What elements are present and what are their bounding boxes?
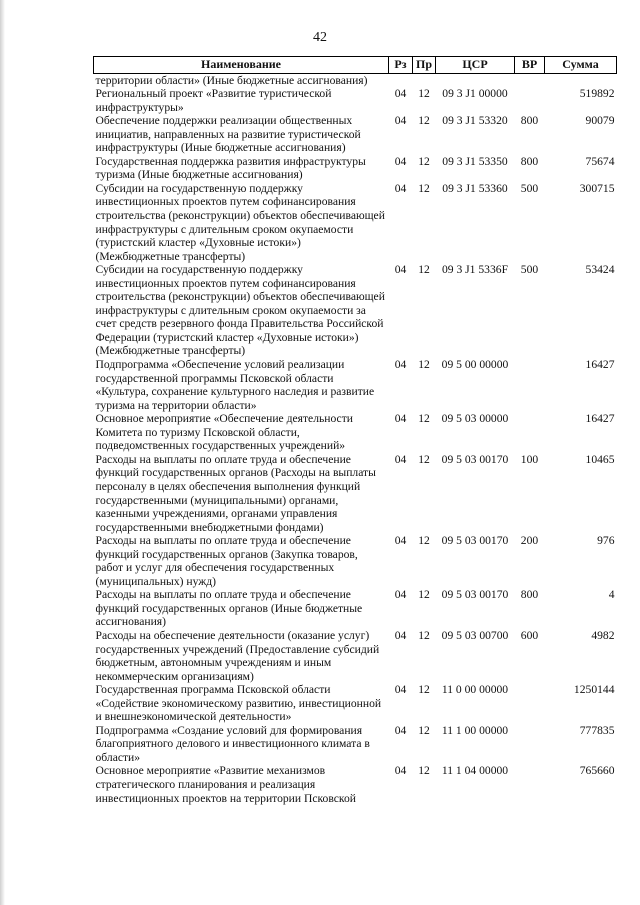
cell-csr: 09 3 J1 5336F (441, 263, 509, 277)
header-csr: ЦСР (436, 57, 515, 74)
cell-csr: 09 5 00 00000 (441, 358, 509, 372)
table-row (94, 764, 617, 805)
cell-vr: 500 (520, 181, 539, 195)
cell-rz: 04 (394, 181, 407, 195)
table-row (94, 683, 617, 724)
cell-pr: 12 (418, 358, 430, 372)
header-rz: Рз (389, 57, 413, 74)
cell-rz: 04 (394, 412, 407, 426)
cell-rz: 04 (394, 764, 407, 778)
cell-sum: 300715 (579, 181, 615, 195)
table-row (94, 155, 617, 182)
table-row (94, 453, 617, 534)
cell-pr: 12 (418, 628, 430, 642)
cell-name: Основное мероприятие «Развитие механизмов стратегического планирования и реализация инвестиционных проектов на территории Псковской (95, 764, 356, 805)
cell-name: Государственная программа Псковской области «Содействие экономическому развитию, инвестиционной и внешнеэкономической деятельности» (95, 683, 382, 724)
cell-vr (515, 764, 545, 805)
cell-name: Подпрограмма «Обеспечение условий реализации государственной программы Псковской области «Культура, сохранение культурного наследия и развитие туризма на территории области» (95, 358, 375, 412)
cell-csr: 09 5 03 00700 (441, 628, 509, 642)
budget-table (93, 56, 617, 805)
cell-csr: 11 1 04 00000 (441, 764, 509, 778)
cell-name: Подпрограмма «Создание условий для формирования благоприятного делового и инвестиционного климата в области» (95, 723, 370, 764)
cell-name: Субсидии на государственную поддержку инвестиционных проектов путем софинансирования строительства (реконструкции) объектов обеспечивающей инфраструктуры с длительным сроком окупаемости (туристский кластер «Духовные истоки») (Межбюджетные трансферты) (95, 181, 385, 263)
cell-name: Основное мероприятие «Обеспечение деятельности Комитета по туризму Псковской области, подведомственных государственных учреждений» (95, 412, 353, 453)
cell-sum (545, 73, 617, 87)
cell-rz: 04 (394, 263, 407, 277)
table-body (94, 73, 617, 805)
cell-sum: 777835 (579, 723, 615, 737)
cell-pr: 12 (418, 683, 430, 697)
cell-csr: 09 3 J1 53360 (442, 181, 508, 195)
cell-rz: 04 (394, 114, 407, 128)
cell-vr: 800 (520, 154, 539, 168)
table-row (94, 87, 617, 114)
cell-pr: 12 (418, 764, 430, 778)
table-row (94, 588, 617, 629)
header-row (94, 57, 617, 74)
cell-vr (515, 683, 545, 724)
page-number: 42 (313, 30, 327, 45)
cell-csr: 09 3 J1 53320 (442, 114, 508, 128)
cell-vr (515, 73, 545, 87)
header-name: Наименование (94, 57, 389, 74)
scan-edge-shadow (0, 0, 5, 905)
cell-sum: 10465 (585, 452, 615, 466)
cell-vr (515, 412, 545, 453)
cell-sum: 519892 (579, 87, 615, 101)
cell-sum: 90079 (585, 114, 615, 128)
cell-vr (515, 358, 545, 412)
cell-sum: 1250144 (573, 683, 615, 697)
cell-vr: 600 (520, 628, 539, 642)
cell-csr: 09 5 03 00170 (441, 588, 509, 602)
cell-vr (515, 87, 545, 114)
table-row (94, 412, 617, 453)
cell-sum: 4 (608, 588, 615, 602)
cell-rz: 04 (394, 628, 407, 642)
cell-csr: 09 5 03 00170 (441, 534, 509, 548)
cell-name: Государственная поддержка развития инфраструктуры туризма (Иные бюджетные ассигнования) (95, 154, 366, 182)
cell-csr: 09 5 03 00170 (441, 452, 509, 466)
table-row (94, 358, 617, 412)
cell-vr: 200 (520, 534, 539, 548)
cell-name: Обеспечение поддержки реализации общественных инициатив, направленных на развитие туристической инфраструктуры (Иные бюджетные ассигнования) (95, 114, 361, 155)
header-sum: Сумма (545, 57, 617, 74)
cell-vr: 800 (520, 588, 539, 602)
cell-csr: 11 0 00 00000 (441, 683, 509, 697)
table-row (94, 629, 617, 683)
cell-pr: 12 (418, 87, 430, 101)
cell-rz: 04 (394, 358, 407, 372)
cell-name: Региональный проект «Развитие туристической инфраструктуры» (95, 87, 332, 114)
cell-rz: 04 (394, 588, 407, 602)
table-header (94, 57, 617, 74)
cell-name: Субсидии на государственную поддержку инвестиционных проектов путем софинансирования строительства (реконструкции) объектов обеспечивающей инфраструктуры с длительным сроком окупаемости за счет средств резервного фонда Правительства Российской Федерации (туристский кластер «Духовные истоки») (Межбюджетные трансферты) (95, 263, 385, 358)
table-row (94, 182, 617, 263)
table-row (94, 263, 617, 358)
cell-name: территории области» (Иные бюджетные ассигнования) (95, 73, 368, 87)
cell-pr: 12 (418, 181, 430, 195)
cell-vr: 800 (520, 114, 539, 128)
cell-rz: 04 (394, 87, 407, 101)
cell-vr (515, 724, 545, 765)
cell-csr (436, 73, 515, 87)
cell-name: Расходы на выплаты по оплате труда и обеспечение функций государственных органов (Расходы на выплаты персоналу в целях обеспечения выполнения функций государственными (муниципальными) органами, казенными учреждениями, органами управления государственными внебюджетными фондами) (95, 452, 376, 534)
cell-sum: 16427 (585, 358, 615, 372)
cell-sum: 4982 (591, 628, 615, 642)
table-row (94, 724, 617, 765)
header-vr: ВР (515, 57, 545, 74)
header-pr: Пр (413, 57, 436, 74)
cell-csr: 11 1 00 00000 (441, 723, 509, 737)
cell-rz: 04 (394, 154, 407, 168)
cell-rz: 04 (394, 452, 407, 466)
cell-name: Расходы на выплаты по оплате труда и обеспечение функций государственных органов (Закупка товаров, работ и услуг для обеспечения государственных (муниципальных) нужд) (95, 534, 358, 588)
cell-vr: 500 (520, 263, 539, 277)
cell-rz: 04 (394, 534, 407, 548)
cell-pr: 12 (418, 534, 430, 548)
cell-rz: 04 (394, 683, 407, 697)
cell-pr: 12 (418, 452, 430, 466)
cell-pr: 12 (418, 263, 430, 277)
cell-rz: 04 (394, 723, 407, 737)
cell-pr: 12 (418, 412, 430, 426)
cell-sum: 976 (597, 534, 615, 548)
cell-sum: 75674 (585, 154, 615, 168)
cell-pr: 12 (418, 114, 430, 128)
cell-csr: 09 3 J1 53350 (442, 154, 508, 168)
cell-pr: 12 (418, 154, 430, 168)
table-row (94, 114, 617, 155)
cell-csr: 09 3 J1 00000 (442, 87, 508, 101)
table-row (94, 534, 617, 588)
cell-sum: 765660 (579, 764, 615, 778)
cell-name: Расходы на обеспечение деятельности (оказание услуг) государственных учреждений (Предоставление субсидий бюджетным, автономным учреждениям и иным некоммерческим организациям) (95, 628, 380, 683)
cell-pr (413, 73, 436, 87)
cell-name: Расходы на выплаты по оплате труда и обеспечение функций государственных органов (Иные бюджетные ассигнования) (95, 588, 363, 629)
cell-sum: 53424 (585, 263, 615, 277)
table-row (94, 73, 617, 87)
cell-rz (389, 73, 413, 87)
cell-vr: 100 (520, 452, 539, 466)
cell-csr: 09 5 03 00000 (441, 412, 509, 426)
cell-sum: 16427 (585, 412, 615, 426)
cell-pr: 12 (418, 588, 430, 602)
cell-pr: 12 (418, 723, 430, 737)
